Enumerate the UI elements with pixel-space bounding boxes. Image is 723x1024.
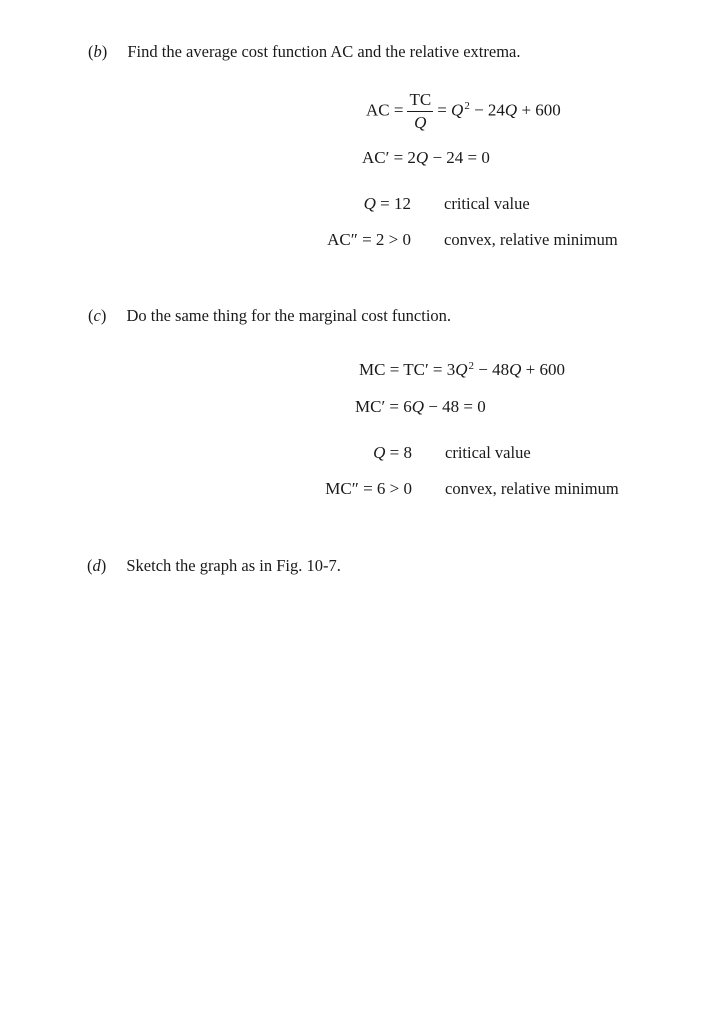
part-d-heading — [87, 556, 341, 576]
ac-critical: Q = 12 — [363, 194, 411, 213]
ac-second-derivative: AC″ = 2 > 0 — [327, 230, 411, 249]
mc-critical-note: critical value — [445, 443, 531, 462]
part-d-text: Sketch the graph as in Fig. 10-7. — [126, 556, 341, 575]
part-c-label: (c) — [88, 306, 107, 325]
part-c-heading — [88, 306, 451, 326]
ac-second-note: convex, relative minimum — [444, 230, 618, 249]
ac-derivative: AC′ = 2Q − 24 = 0 — [362, 148, 490, 167]
ac-equation: AC = $\frac{TC}{Q}$ = $Q^2 - 24Q + 600$ — [366, 90, 561, 132]
mc-equation: MC = $TC' = 3Q^2 - 48Q + 600$ — [359, 360, 566, 379]
part-b-text: Find the average cost function AC and the relative extrema. — [127, 42, 521, 61]
part-c-text: Do the same thing for the marginal cost function. — [126, 306, 452, 325]
part-b-label: (b) — [88, 42, 108, 61]
mc-critical: Q = 8 — [373, 443, 412, 462]
mc-derivative: MC′ = 6Q − 48 = 0 — [355, 397, 486, 416]
part-d-label: (d) — [87, 556, 107, 575]
mc-second-note: convex, relative minimum — [445, 479, 619, 498]
ac-fraction: $\frac{TC}{Q}$ — [409, 90, 432, 132]
ac-critical-note: critical value — [444, 194, 530, 213]
part-b-heading — [88, 42, 521, 62]
mc-second-derivative: MC″ = 6 > 0 — [325, 479, 412, 498]
